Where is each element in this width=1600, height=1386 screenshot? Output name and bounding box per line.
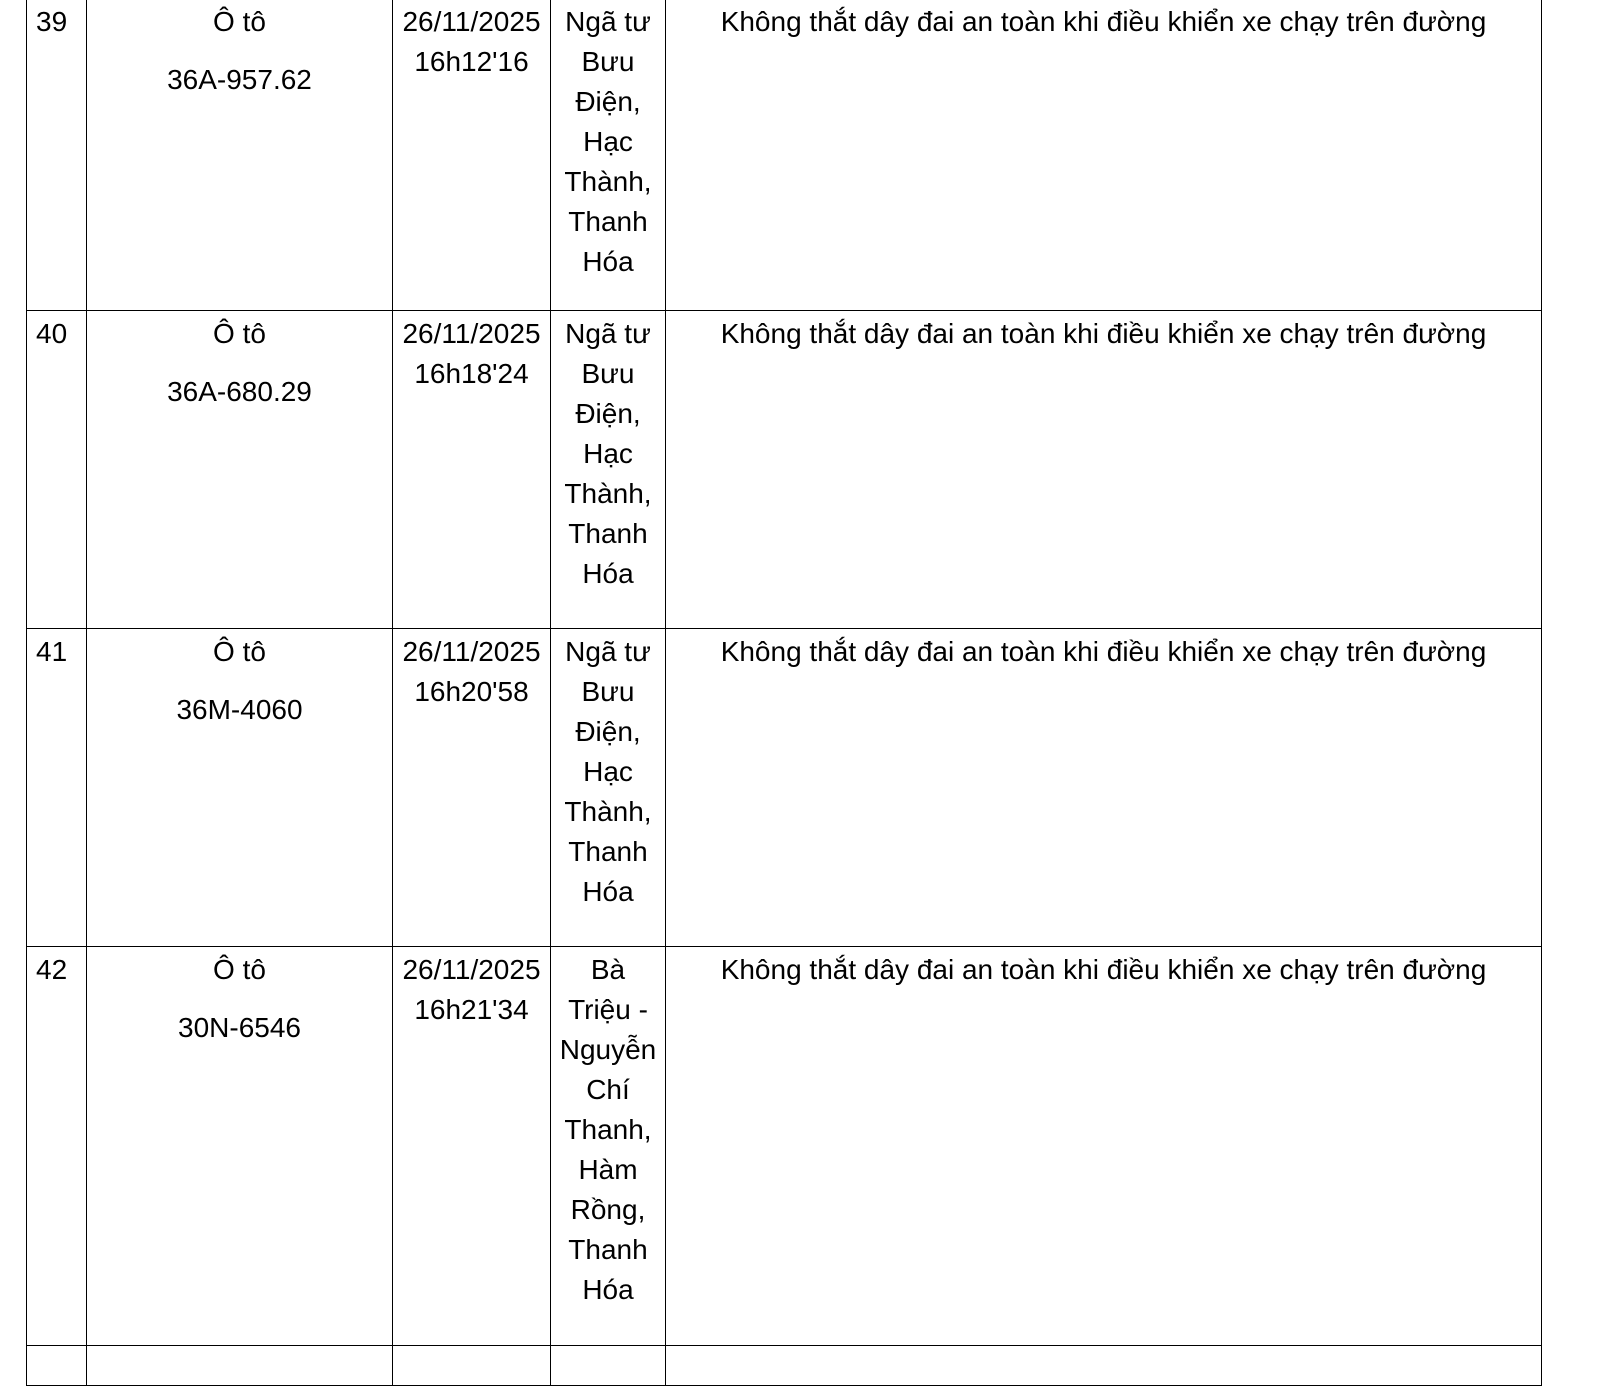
location-cell: [551, 310, 666, 628]
license-plate: 36A-680.29: [167, 375, 312, 407]
row-number: 39: [27, 0, 87, 310]
location-line: Hạc: [583, 755, 633, 787]
table-row: [27, 1345, 1542, 1385]
location-line: Hạc: [583, 437, 633, 469]
location-line: Bưu: [581, 675, 635, 707]
violation-date: 26/11/2025: [402, 635, 541, 667]
location-line: Rồng,: [570, 1193, 646, 1225]
location-cell: [551, 946, 666, 1345]
location-line: Nguyễn: [559, 1033, 657, 1065]
empty-cell: [666, 1345, 1542, 1385]
empty-cell: [393, 1345, 551, 1385]
violation-time: 16h12'16: [414, 46, 529, 77]
location-line: Thành,: [564, 795, 652, 827]
violation-description: Không thắt dây đai an toàn khi điều khiển xe chạy trên đường: [666, 628, 1542, 946]
violation-date: 26/11/2025: [402, 953, 541, 985]
table-row: [27, 310, 1542, 628]
location-line: Bà: [590, 953, 626, 985]
location-line: Thanh: [568, 1233, 648, 1265]
location-line: Thanh: [568, 206, 648, 237]
license-plate: 30N-6546: [178, 1011, 301, 1043]
location-line: Ngã tư: [565, 317, 651, 349]
vehicle-type: Ô tô: [213, 953, 266, 985]
location-line: Hóa: [582, 246, 634, 277]
location-line: Ngã tư: [565, 6, 651, 37]
datetime-cell: [393, 946, 551, 1345]
location-line: Hóa: [582, 557, 634, 589]
location-line: Hóa: [582, 875, 634, 907]
datetime-cell: [393, 628, 551, 946]
location-line: Thành,: [564, 477, 652, 509]
row-number: 42: [27, 946, 87, 1345]
location-line: Hàm: [578, 1153, 638, 1185]
location-cell: [551, 0, 666, 310]
vehicle-cell: [87, 310, 393, 628]
license-plate: 36A-957.62: [167, 64, 312, 95]
datetime-cell: [393, 0, 551, 310]
license-plate: 36M-4060: [176, 693, 303, 725]
violations-table: [26, 0, 1542, 1386]
location-line: Bưu: [581, 357, 635, 389]
vehicle-cell: [87, 946, 393, 1345]
location-cell: [551, 628, 666, 946]
violation-time: 16h18'24: [414, 357, 529, 389]
empty-cell: [551, 1345, 666, 1385]
vehicle-type: Ô tô: [213, 6, 266, 37]
violation-description: Không thắt dây đai an toàn khi điều khiển xe chạy trên đường: [666, 310, 1542, 628]
vehicle-type: Ô tô: [213, 317, 266, 349]
violation-time: 16h21'34: [414, 993, 529, 1025]
datetime-cell: [393, 310, 551, 628]
location-line: Thanh: [568, 517, 648, 549]
location-line: Điện,: [575, 397, 641, 429]
location-line: Chí: [586, 1073, 630, 1105]
row-number: 41: [27, 628, 87, 946]
table-row: [27, 628, 1542, 946]
violation-description: Không thắt dây đai an toàn khi điều khiển xe chạy trên đường: [666, 0, 1542, 310]
vehicle-type: Ô tô: [213, 635, 266, 667]
location-line: Hóa: [582, 1273, 634, 1305]
vehicle-cell: [87, 0, 393, 310]
row-number: 40: [27, 310, 87, 628]
table-row: [27, 946, 1542, 1345]
vehicle-cell: [87, 628, 393, 946]
location-line: Hạc: [583, 126, 633, 157]
location-line: Thanh,: [564, 1113, 652, 1145]
violation-date: 26/11/2025: [402, 6, 541, 37]
table-row: [27, 0, 1542, 310]
location-line: Ngã tư: [565, 635, 651, 667]
location-line: Thanh: [568, 835, 648, 867]
violation-description: Không thắt dây đai an toàn khi điều khiển xe chạy trên đường: [666, 946, 1542, 1345]
violation-time: 16h20'58: [414, 675, 529, 707]
location-line: Triệu -: [568, 993, 648, 1025]
empty-cell: [87, 1345, 393, 1385]
location-line: Thành,: [564, 166, 652, 197]
location-line: Điện,: [575, 715, 641, 747]
location-line: Điện,: [575, 86, 641, 117]
empty-cell: [27, 1345, 87, 1385]
location-line: Bưu: [581, 46, 635, 77]
violation-date: 26/11/2025: [402, 317, 541, 349]
